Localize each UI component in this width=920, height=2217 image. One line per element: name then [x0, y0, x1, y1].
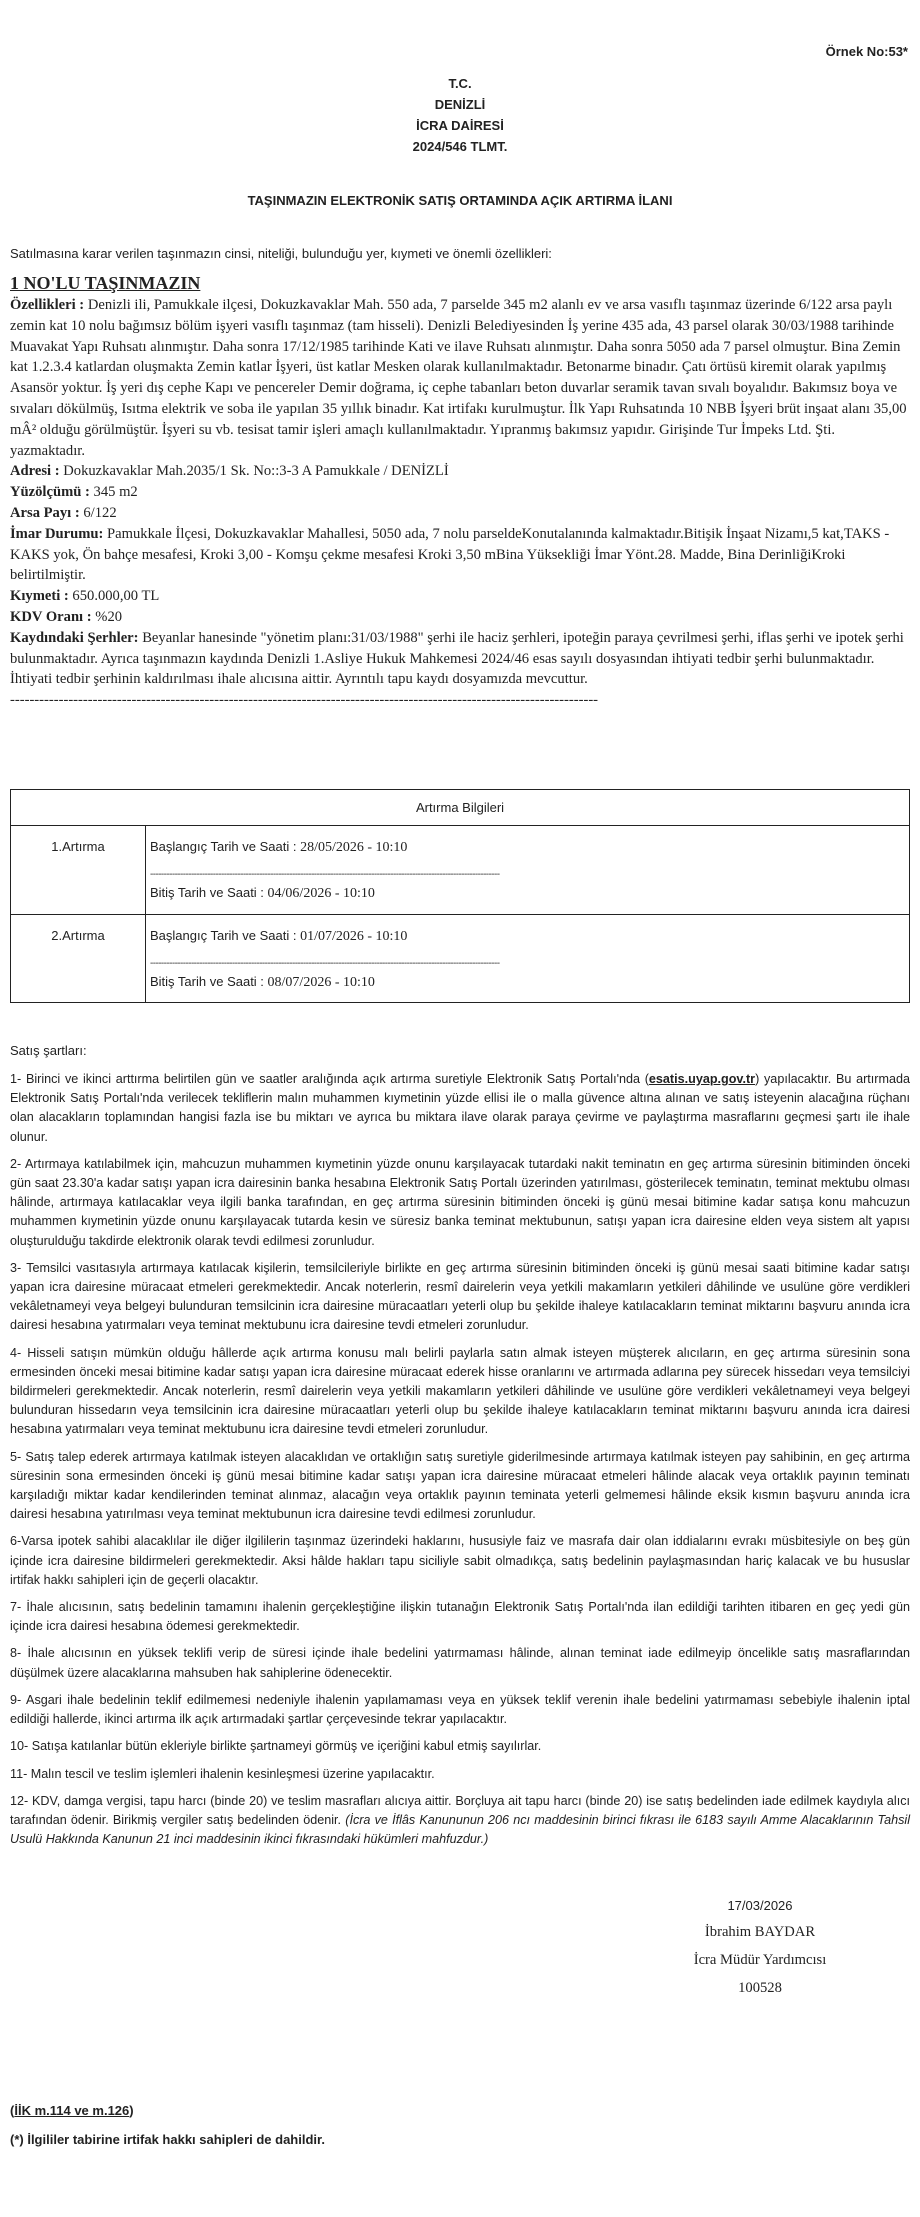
auction-start — [150, 839, 407, 856]
area-label: Yüzölçümü : — [10, 484, 90, 501]
auction-end — [150, 885, 375, 902]
start-label: Başlangıç Tarih ve Saati : — [150, 928, 297, 943]
end-label: Bitiş Tarih ve Saati : — [150, 885, 264, 900]
area-text: 345 m2 — [93, 484, 138, 501]
features-text: Denizli ili, Pamukkale ilçesi, Dokuzkavaklar Mah. 550 ada, 7 parselde 345 m2 alanlı ev ve arsa vasıflı taşınmaz üzerinde 6/122 arsa paylı zemin kat 10 nolu bağımsız bölüm işyeri vasıflı taşınmaz (tam hisseli). Denizli Belediyesinden İş yerine 435 ada, 43 parsel olarak 30/03/1988 tarihinde Muavakat Yapı Ruhsatı alınmıştır. Daha sonra 17/12/1985 tarihinde Kati ve ilave Ruhsatı alınmıştır. Daha sonra 5050 ada 7 parsel olmuştur. Bina Zemin kat 1.2.3.4 katlardan oluşmakta Zemin katlar İşyeri, üst katlar Mesken olarak kullanılmaktadır. Betonarme binadır. Çatı örtüsü kiremit olarak yapılmış Asansör yoktur. İş yeri dış cephe Kapı ve pencereler Demir doğrama, iç cephe tabanları beton duvarlar seramik tavan sıvalı boyalıdır. Bakımsız boya ve sıvaları dökülmüş, Isıtma elektrik ve soba ile yapılan 35 yıllık binadır. Kat irtifakı kurulmuştur. İlk Yapı Ruhsatında 10 NBB İşyeri brüt inşaat alanı 35,00 mÂ² olduğu görülmüştür. İşyeri su vb. tesisat tamir işleri amaçlı kullanılmaktadır. Yıpranmış bakımsız yapıdır. Girişinde Tur İmpeks Ltd. Şti. yazmaktadır. — [10, 297, 907, 459]
term-1 — [10, 1070, 910, 1147]
vat-text: %20 — [95, 608, 123, 625]
auction-row — [11, 826, 909, 914]
property-area — [10, 482, 910, 503]
share-text: 6/122 — [83, 504, 117, 521]
legal-reference: (İİK m.114 ve m.126) — [10, 2103, 134, 2118]
terms-title: Satış şartları: — [10, 1043, 87, 1058]
property-features — [10, 295, 910, 461]
term-1-text: 1- Birinci ve ikinci arttırma belirtilen gün ve saatler aralığında açık artırma suretiyle Elektronik Satış Portalı'nda ( — [10, 1072, 649, 1086]
auction-start — [150, 928, 407, 945]
header-line-office: İCRA DAİRESİ — [416, 118, 504, 133]
property-zoning — [10, 524, 910, 586]
encumbrances-label: Kaydındaki Şerhler: — [10, 629, 139, 646]
term-8: 8- İhale alıcısının en yüksek teklifi verip de süresi içinde ihale bedelini yatırmaması hâlinde, alınan teminat iade edilmeyip öncelikle satış masraflarından düşülmek üzere alacaklarına mahsuben hak sahiplerine ödenecektir. — [10, 1646, 910, 1680]
property-separator: ------------------------------------------------------------------------------------------------------------------------- — [10, 692, 599, 709]
auction-table — [10, 789, 910, 1003]
office-header — [0, 73, 920, 157]
auction-separator: -------------------------------------------------------------------------------------------------------------------------------- — [150, 869, 500, 880]
zoning-text: Pamukkale İlçesi, Dokuzkavaklar Mahallesi, 5050 ada, 7 nolu parseldeKonutalanında kalmaktadır.Bitişik İnşaat Nizamı,5 kat,TAKS -KAKS yok, Ön bahçe mesafesi, Kroki 3,00 - Komşu çekme mesafesi Kroki 3,50 mBina Yüksekliği İmar Yönt.28. Madde, Bina DerinliğiKroki belirtilmiştir. — [10, 525, 890, 584]
auction-name: 2.Artırma — [11, 915, 146, 1002]
term-4: 4- Hisseli satışın mümkün olduğu hâllerde açık artırma konusu malı belirli paylarla satın almak isteyen müşterek alıcıların, en geç artırma süresinin sona ermesinden önceki mesai bitimine kadar satışı yapan icra dairesine müracaat ederek hisse oranlarını ve artırmada adlarına pey sürecek hissedarı veya temsilciyi bildirmeleri gerekmektedir. Ancak noterlerin, resmî dairelerin veya yetkili makamların yetkileri dâhilinde ve usulüne göre verdikleri vekâletnameyi veya belgeyi bulunduran hissedarın veya temsilcinin icra dairesine müracaatları yeterli olup bu şekilde ihaleye katılacakların teminat miktarını başvuru anında icra dairesi hesabına yatırmaları veya teminat mektubunu icra dairesine tevdi etmeleri zorunludur. — [10, 1345, 910, 1437]
end-value: 04/06/2026 - 10:10 — [267, 886, 375, 901]
term-9: 9- Asgari ihale bedelinin teklif edilmemesi nedeniyle ihalenin yapılamaması veya en yüksek teklif verenin ihale bedelini yatırmaması sebebiyle ihalenin iptal edildiği hallerde, ikinci artırma ilk açık artırmadaki şartlar çerçevesinde tekrar yapılacaktır. — [10, 1692, 910, 1727]
zoning-label: İmar Durumu: — [10, 525, 104, 542]
start-value: 01/07/2026 - 10:10 — [300, 929, 408, 944]
property-section — [10, 272, 910, 711]
auction-end — [150, 974, 375, 991]
property-share — [10, 503, 910, 524]
vat-label: KDV Oranı : — [10, 608, 92, 625]
auction-table-caption: Artırma Bilgileri — [11, 790, 909, 826]
auction-dates — [146, 826, 909, 914]
legal-reference-text: İİK m.114 ve m.126 — [14, 2103, 130, 2118]
encumbrances-text: Beyanlar hanesinde "yönetim planı:31/03/1988" şerhi ile haciz şerhleri, ipoteğin paraya çevrilmesi şerhi, iflas şerhi ve ipotek şerhi bulunmaktadır. Ayrıca taşınmazın kaydında Denizli 1.Asliye Hukuk Mahkemesi 2024/46 esas sayılı dosyasından ihtiyati tedbir şerhi bulunmaktadır. İhtiyati tedbir şerhinin kaldırılması ihale alıcısına aittir. Ayrıntılı tapu kaydı dosyamızda mevcuttur. — [10, 629, 904, 688]
share-label: Arsa Payı : — [10, 504, 80, 521]
property-heading: 1 NO'LU TAŞINMAZIN — [10, 273, 201, 293]
signature-date: 17/03/2026 — [727, 1898, 793, 1913]
footer-note: (*) İlgililer tabirine irtifak hakkı sahipleri de dahildir. — [10, 2132, 325, 2147]
address-label: Adresi : — [10, 463, 60, 480]
start-value: 28/05/2026 - 10:10 — [300, 840, 408, 855]
intro-text: Satılmasına karar verilen taşınmazın cinsi, niteliği, bulunduğu yer, kıymeti ve önemli özellikleri: — [10, 246, 552, 261]
term-1-text-end: ) yapılacaktır. Bu artırmada Elektronik Satış Portalı'nda verilecek tekliflerin malın muhammen kıymetinin yüzde ellisi ile o malla güvence altına alınan ve satış isteyenin alacağına rüçhanı olan alacakların toplamından hangisi fazla ise bu miktarı ve ayrıca bu miktara ilave olarak paraya çevirme ve paylaştırma masraflarını geçmesi şartı ile ihale olunur. — [10, 1072, 910, 1144]
terms-list — [10, 1070, 910, 1857]
term-2: 2- Artırmaya katılabilmek için, mahcuzun muhammen kıymetinin yüzde onunu karşılayacak tutardaki nakit teminatın en geç artırma süresinin bitiminden önceki gün saat 23.30'a kadar satışı yapan icra dairesinin banka hesabına Elektronik Satış Portalı üzerinden yatırılması, gösterilecek teminatın, teminat mektubu olması hâlinde, artırmaya katılacaklar veya ilgili banka tarafından, en geç artırma süresinin bitiminden önceki iş günü mesai bitimine kadar satışa konu mahcuzun muhammen kıymetinin yüzde onunu karşılayacak tutarda kesin ve süresiz banka teminat mektubunun, satışı yapan icra dairesine elden veya sistem alt yapısı oluşturulduğu takdirde elektronik olarak tevdi edilmesi zorunludur. — [10, 1156, 910, 1248]
esatis-link[interactable]: esatis.uyap.gov.tr — [648, 1072, 756, 1086]
example-number: Örnek No:53* — [825, 44, 908, 59]
header-line-tc: T.C. — [448, 76, 472, 91]
header-line-city: DENİZLİ — [434, 97, 486, 112]
auction-separator: -------------------------------------------------------------------------------------------------------------------------------- — [150, 958, 500, 969]
property-address — [10, 461, 910, 482]
auction-row — [11, 914, 909, 1002]
property-value — [10, 586, 910, 607]
value-text: 650.000,00 TL — [72, 588, 160, 605]
file-number: 2024/546 TLMT. — [412, 139, 508, 154]
signature-name: İbrahim BAYDAR — [704, 1924, 816, 1940]
term-10: 10- Satışa katılanlar bütün ekleriyle birlikte şartnameyi görmüş ve içeriğini kabul etmiş sayılırlar. — [10, 1739, 542, 1754]
end-value: 08/07/2026 - 10:10 — [267, 975, 375, 990]
features-label: Özellikleri : — [10, 297, 85, 313]
start-label: Başlangıç Tarih ve Saati : — [150, 839, 297, 854]
term-12-legal-note: (İcra ve İflâs Kanununun 206 ncı maddesinin birinci fıkrası ile 6183 sayılı Amme Alacaklarının Tahsil Usulü Hakkında Kanunun 21 inci maddesinin ikinci fıkrasındaki hükümleri mahfuzdur.) — [10, 1812, 910, 1847]
property-encumbrances — [10, 628, 910, 690]
end-label: Bitiş Tarih ve Saati : — [150, 974, 264, 989]
property-vat — [10, 607, 910, 628]
value-label: Kıymeti : — [10, 588, 69, 605]
signature-number: 100528 — [738, 1980, 782, 1996]
term-6: 6-Varsa ipotek sahibi alacaklılar ile diğer ilgililerin taşınmaz üzerindeki haklarını, hususiyle faiz ve masrafa dair olan iddialarını evrakı müsbitesiyle on beş gün içinde icra dairesine bildirmeleri gerekmektedir. Aksi hâlde hakları tapu siciliyle sabit olmadıkça, satış bedelinin paylaşmasından hariç kalacak ve bu hususlar irtifak hakkı sahipleri için de geçerli olacaktır. — [10, 1534, 910, 1587]
term-3: 3- Temsilci vasıtasıyla artırmaya katılacak kişilerin, temsilcileriyle birlikte en geç artırma süresinin bitiminden önceki iş günü mesai saati bitimine kadar satışı yapan icra dairesine müracaat etmeleri gerekmektedir. Ancak noterlerin, resmî dairelerin veya yetkili makamların yetkileri dâhilinde ve usulüne göre verdikleri vekâletnameyi veya belgeyi bulunduran temsilcinin icra dairesine müracaatları yeterli olup bu şekilde ihaleye katılacakların teminat miktarını başvuru anında icra dairesi hesabına yatırmaları veya teminat mektubunu icra dairesine tevdi etmeleri zorunludur. — [10, 1260, 910, 1333]
term-11: 11- Malın tescil ve teslim işlemleri ihalenin kesinleşmesi üzerine yapılacaktır. — [10, 1766, 435, 1781]
announcement-title: TAŞINMAZIN ELEKTRONİK SATIŞ ORTAMINDA AÇIK ARTIRMA İLANI — [247, 193, 673, 208]
auction-dates — [146, 915, 909, 1002]
term-5: 5- Satış talep ederek artırmaya katılmak isteyen alacaklıdan ve ortaklığın satış suretiyle giderilmesinde artırmaya katılmak isteyen pay sahibinin, en geç artırma süresinin sona ermesinden önceki iş günü mesai bitimine kadar satışı yapan icra dairesine müracaat etmeleri hâlinde alacak veya ortaklık payının teminatı karşıladığı miktar kadar kendilerinden teminat alınmaz, alacağın veya ortaklık payının teminata yeterli gelmemesi hâlinde eksik kısmın başvuru anında icra dairesi hesabına yatırılması veya teminat mektubunun icra dairesine tevdi edilmesi zorunludur. — [10, 1449, 910, 1522]
term-12-text: 12- KDV, damga vergisi, tapu harcı (binde 20) ve teslim masrafları alıcıya aittir. Borçluya ait tapu harcı (binde 20) ise satış bedelinden iade edilmek kaydıyla alıcı tarafından ödenir. Birikmiş vergiler satış bedelinden ödenir. — [10, 1793, 910, 1827]
signature-title: İcra Müdür Yardımcısı — [693, 1952, 827, 1968]
auction-name: 1.Artırma — [11, 826, 146, 914]
address-text: Dokuzkavaklar Mah.2035/1 Sk. No::3-3 A Pamukkale / DENİZLİ — [63, 463, 449, 480]
term-7: 7- İhale alıcısının, satış bedelinin tamamını ihalenin gerçekleştiğine ilişkin tutanağın Elektronik Satış Portalı'nda ilan edildiği tarihten itibaren en geç yedi gün içinde icra dairesi hesabına ödemesi gerekmektedir. — [10, 1600, 910, 1634]
term-12 — [10, 1792, 910, 1850]
